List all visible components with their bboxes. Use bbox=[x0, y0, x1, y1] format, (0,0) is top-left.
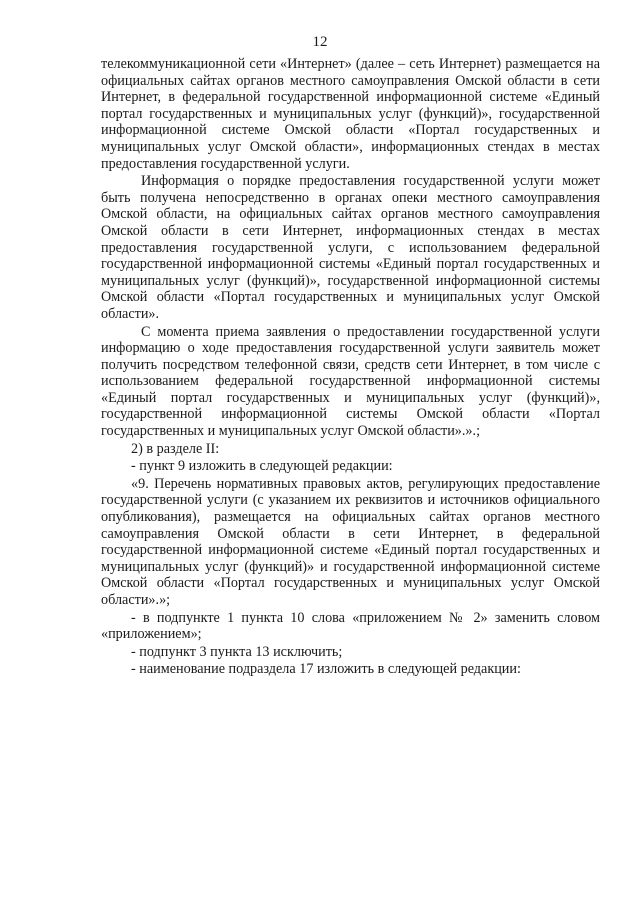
paragraph-item-10-amend: - в подпункте 1 пункта 10 слова «приложением № 2» заменить словом «приложением»; bbox=[101, 609, 600, 643]
paragraph-subsection-17-amend: - наименование подраздела 17 изложить в следующей редакции: bbox=[131, 661, 521, 678]
paragraph-section-ii: 2) в разделе II: bbox=[131, 440, 220, 457]
paragraph-item-9-amend: - пункт 9 изложить в следующей редакции: bbox=[131, 458, 393, 475]
document-body bbox=[101, 56, 600, 678]
paragraph-internet-placement: телекоммуникационной сети «Интернет» (далее – сеть Интернет) размещается на официальных сайтах органов местного самоуправления Омской области в сети Интернет, в федеральной государственной информационной системе «Единый портал государственных и муниципальных услуг (функций)», государственной информационной системе Омской области «Портал государственных и муниципальных услуг Омской области», информационных стендах в местах предоставления государственной услуги. bbox=[101, 56, 600, 172]
paragraph-progress-info: С момента приема заявления о предоставлении государственной услуги информацию о ходе предоставления государственной услуги заявитель может получить посредством телефонной связи, средств сети Интернет, в том числе с использованием федеральной государственной информационной системы «Единый портал государственных и муниципальных услуг (функций)», государственной информационной системы Омской области «Портал государственных и муниципальных услуг Омской области».».; bbox=[101, 323, 600, 440]
paragraph-item-13-amend: - подпункт 3 пункта 13 исключить; bbox=[131, 643, 343, 660]
paragraph-info-procedure: Информация о порядке предоставления государственной услуги может быть получена непосредственно в органах опеки местного самоуправления Омской области, на официальных сайтах органов местного самоуправления Омской области в сети Интернет, информационных стендах в местах предоставления государственной услуги, с использованием федеральной государственной информационной системы «Единый портал государственных и муниципальных услуг (функций)», государственной информационной системы Омской области «Портал государственных и муниципальных услуг Омской области». bbox=[101, 173, 600, 322]
paragraph-item-9-text: «9. Перечень нормативных правовых актов, регулирующих предоставление государственной услуги (с указанием их реквизитов и источников официального опубликования), размещается на официальных сайтах органов местного самоуправления Омской области в сети Интернет, в федеральной государственной информационной системе «Единый портал государственных и муниципальных услуг (функций)» и государственной информационной системе Омской области «Портал государственных и муниципальных услуг Омской области».»; bbox=[101, 475, 600, 608]
page-number: 12 bbox=[312, 34, 328, 50]
